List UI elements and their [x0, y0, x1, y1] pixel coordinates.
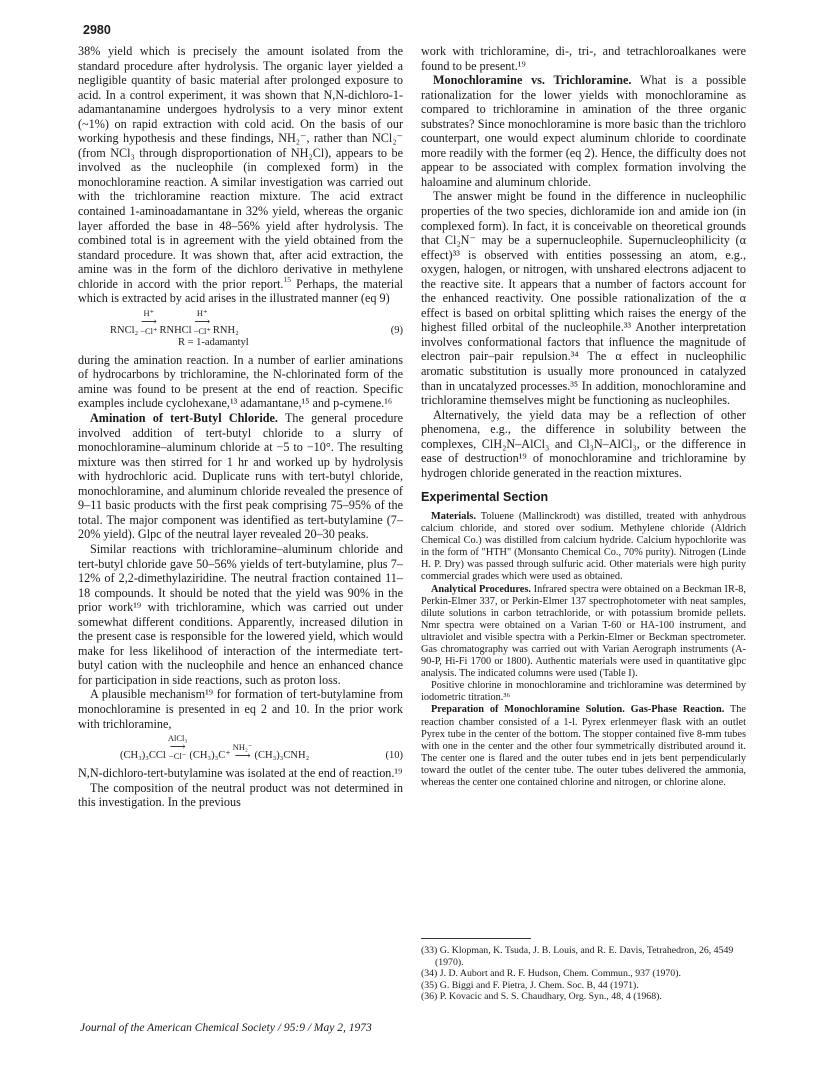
eq10-arrow-1	[168, 734, 188, 761]
right-p2-text: What is a possible rationalization for the lower yields with monochloramine as compared to trichloramine in amination of the three organic substrates? Since monochloramine is more basic than the trichloro counterpart, one would expect aluminum chloride to coordinate more readily with the former (eq 2). Hence, the difficulty does not appear to be associated with complex formation involving the haloamine and aluminum chloride.	[421, 73, 746, 189]
left-p1-tail: Perhaps, the material which is extracted by acid arises in the illustrated manner (eq 9)	[78, 276, 404, 306]
eq10-intermediate: (CH₃)₃C⁺	[189, 750, 231, 762]
eq10-number: (10)	[385, 750, 403, 762]
eq9-arrow2-top: H⁺	[196, 307, 208, 318]
right-paragraph-4: Alternatively, the yield data may be a reflection of other phenomena, e.g., the difference in solubility between the complexes, ClH₂N–AlCl₃ and Cl₃N–AlCl₃, or the difference in ease of destruction¹⁹ of monochloramine and trichloramine by hydrogen chloride generated in the reaction mixtures.	[421, 407, 746, 480]
preparation-paragraph	[421, 704, 746, 789]
eq10-arrow-2	[233, 743, 253, 761]
eq10-reactant: (CH₃)₃CCl	[120, 750, 166, 762]
left-paragraph-2: during the amination reaction. In a number of earlier aminations of hydrocarbons by trichloramine, the N-chlorinated form of the amine was found to be present at the end of reaction. Specific examples include cyclohexane,¹³ adamantane,¹⁵ and p-cymene.¹⁶	[78, 352, 403, 411]
references	[421, 938, 746, 1003]
eq10-arrow2-top: NH₂⁻	[232, 742, 253, 753]
experimental-text	[421, 511, 746, 789]
journal-footer: Journal of the American Chemical Society / 95:9 / May 2, 1973	[80, 1022, 372, 1034]
left-p1-text: 38% yield which is precisely the amount isolated from the standard procedure after hydrolysis. The organic layer yielded a negligible quantity of basic material after prolonged exposure to acid. In a control experiment, it was shown that N,N-dichloro-1-adamantanamine undergoes hydrolysis to a very minor extent (~1%) on rapid extraction with cold acid. On the basis of our working hypothesis and these findings, NH₂⁻, rather than NCl₂⁻ (from NCl₃ through disproportionation of NH₂Cl), appears to be involved as the nucleophile (in complexed form) in the monochloramine reaction. A similar investigation was carried out with the trichloramine reaction mixture. The acid extract contained 1-aminoadamantane in 32% yield, whereas the organic layer afforded the base in 48–56% yield after hydrolysis. The combined total is in agreement with the yield obtained from the standard procedure. It was shown that, after acid extraction, the amine was in the form of the dichloro derivative in methylene chloride in accord with the prior report.	[78, 44, 403, 291]
preparation-heading: Preparation of Monochloramine Solution. Gas-Phase Reaction.	[431, 704, 725, 716]
eq10-arrow1-top: AlCl₃	[167, 733, 188, 744]
right-arrow-icon: ⟶	[140, 315, 157, 328]
left-paragraph-6: N,N-dichloro-tert-butylamine was isolated at the end of reaction.¹⁹	[78, 766, 403, 781]
eq9-caption: R = 1-adamantyl	[178, 336, 249, 348]
eq9-product: RNH₂	[212, 324, 239, 336]
page-number: 2980	[83, 23, 111, 37]
eq9-arrow1-top: H⁺	[143, 307, 155, 318]
right-paragraph-2	[421, 73, 746, 189]
subsection-heading: Amination of tert-Butyl Chloride.	[90, 411, 278, 426]
reference-item: (36) P. Kovacic and S. S. Chaudhary, Org. Syn., 48, 4 (1968).	[421, 991, 662, 1003]
eq9-intermediate: RNHCl	[159, 324, 192, 336]
materials-paragraph	[421, 511, 746, 584]
subsection-heading: Monochloramine vs. Trichloramine.	[433, 73, 632, 88]
left-paragraph-1	[78, 44, 403, 306]
right-arrow-icon: ⟶	[234, 750, 251, 763]
ref-sup: 15	[283, 274, 291, 284]
reference-item: (34) J. D. Aubort and R. F. Hudson, Chem. Commun., 937 (1970).	[421, 968, 681, 980]
right-arrow-icon: ⟶	[169, 741, 186, 754]
eq9-arrow-1	[140, 309, 157, 336]
equation-10	[78, 734, 403, 761]
eq9-number: (9)	[390, 324, 403, 336]
eq10-arrow1-bottom: −Cl⁻	[168, 751, 187, 762]
section-heading: Experimental Section	[421, 490, 549, 505]
analytical-heading: Analytical Procedures.	[431, 583, 531, 595]
left-paragraph-5: A plausible mechanism¹⁹ for formation of tert-butylamine from monochloramine is presented in eq 2 and 10. In the prior work with trichloramine,	[78, 687, 403, 731]
left-p3-text: The general procedure involved addition of tert-butyl chloride to a slurry of monochloramine–aluminum chloride at −5 to −10°. The resulting mixture was then stirred for 1 hr and worked up by hydrolysis with hydrochloric acid. Duplicate runs with tert-butyl chloride, monochloramine, and aluminum chloride revealed the presence of 9–11 basic products with the first peak comprising 75–95% of the total. The major component was identified as tert-butylamine (7–20% yield). Glpc of the neutral layer revealed 20–30 peaks.	[78, 411, 403, 542]
equation-9	[78, 309, 403, 348]
eq9-arrow2-bottom: −Cl⁺	[193, 325, 211, 336]
eq9-arrow1-bottom: −Cl⁺	[140, 325, 158, 336]
eq9-reactant: RNCl₂	[110, 324, 139, 336]
materials-text: Toluene (Mallinckrodt) was distilled, treated with anhydrous calcium chloride, and stored over sodium. Methylene chloride (Aldrich Chemical Co.) was distilled from calcium hydride. Calcium hypochlorite was in the form of "HTH" (Monsanto Chemical Co., 70% purity). Nitrogen (Linde H. P. Dry) was passed through sulfuric acid. Other materials were high purity commercial grades which were used as obtained.	[421, 510, 746, 583]
reference-item: (35) G. Biggi and F. Pietra, J. Chem. Soc. B, 44 (1971).	[421, 979, 639, 991]
eq10-product: (CH₃)₃CNH₂	[254, 750, 310, 762]
analytical-text: Infrared spectra were obtained on a Beckman IR-8, Perkin-Elmer 337, or Perkin-Elmer 137 spectrophotometer with neat samples, dilute solutions in carbon tetrachloride, or with potassium bromide pellets. Nmr spectra were obtained on a Varian T-60 or HA-100 instrument, and ultraviolet and visible spectra with a Perkin-Elmer or Beckman spectrometer. Gas chromatography was carried out with Varian Aerograph instruments (A-90-P, Hi-Fi 1700 or 1800). Authentic materials were used in quantitative glpc analysis. The indicated columns were used (Table I).	[421, 583, 746, 680]
eq9-arrow-2	[194, 309, 211, 336]
right-paragraph-3: The answer might be found in the difference in nucleophilic properties of the two species, dichloramide ion and amide ion (in complexed form). In fact, it is conceivable on theoretical grounds that Cl₂N⁻ may be a supernucleophile. Supernucleophilicity (α effect)³³ is observed with entities possessing an atom, e.g., oxygen, halogen, or nitrogen, with unshared electrons adjacent to the reactive site. It appears that a number of factors account for the enhanced reactivity. One possible rationalization of the α effect is based on orbital splitting which raises the energy of the highest filled orbital of the nucleophile.³³ Another interpretation involves conformational factors that influence the magnitude of electron pair–pair repulsion.³⁴ The α effect in nucleophilic aromatic substitution is usually more pronounced in catalyzed than in uncatalyzed processes.³⁵ In addition, monochloramine and trichloramine themselves might be functioning as nucleophiles.	[421, 189, 746, 408]
right-paragraph-1: work with trichloramine, di-, tri-, and tetrachloroalkanes were found to be present.¹⁹	[421, 44, 746, 73]
left-paragraph-3	[78, 411, 403, 542]
right-arrow-icon: ⟶	[194, 315, 211, 328]
left-paragraph-4: Similar reactions with trichloramine–aluminum chloride and tert-butyl chloride gave 50–56% yields of tert-butylamine, plus 7–12% of 2,2-dimethylaziridine. The neutral fraction contained 11–18 compounds. It should be noted that the yield was 90% in the prior work¹⁹ with trichloramine, which was carried out under somewhat different conditions. Apparently, increased dilution in the present case is responsible for the lowered yield, which would make for less likelihood of interaction of the intermediate tert-butyl cation with the nucleophile and hence an enhanced chance for participation in side reactions, such as proton loss.	[78, 541, 403, 687]
analytical-paragraph	[421, 584, 746, 681]
positive-chlorine-paragraph: Positive chlorine in monochloramine and trichloramine was determined by iodometric titration.³⁶	[421, 680, 746, 704]
right-column	[421, 44, 746, 789]
reference-item: (33) G. Klopman, K. Tsuda, J. B. Louis, and R. E. Davis, Tetrahedron, 26, 4549 (1970).	[421, 945, 734, 968]
left-column	[78, 44, 403, 810]
preparation-text: The reaction chamber consisted of a 1-l. Pyrex erlenmeyer flask with an outlet Pyrex tube in the center of the bottom. The stopper contained five 8-mm tubes with one in the center and the other four symmetrically distributed around it. The center one is flared and the outer tubes end in jets bent perpendicularly toward the outlet of the center tube. The outer tubes delivered the ammonia, whereas the center one contained chlorine and nitrogen, or chlorine alone.	[421, 704, 746, 789]
materials-heading: Materials.	[431, 510, 476, 522]
footnote-rule	[421, 938, 531, 939]
left-paragraph-7: The composition of the neutral product was not determined in this investigation. In the previous	[78, 780, 403, 810]
